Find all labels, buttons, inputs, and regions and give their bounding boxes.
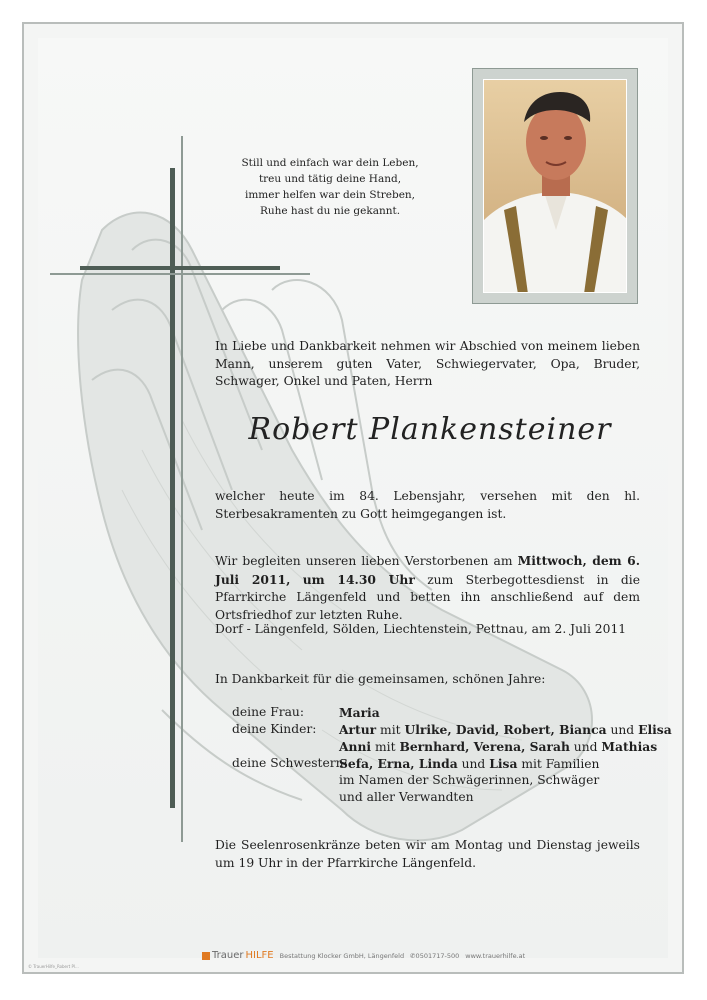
relative-segment: Ulrike, David, Robert, Bianca [404, 722, 607, 737]
logo-trauer: Trauer [212, 950, 244, 961]
relative-segment: Elisa [638, 722, 672, 737]
gratitude-text: In Dankbarkeit für die gemeinsamen, schönen Jahre: [215, 672, 546, 686]
trauerhilfe-logo [202, 950, 274, 961]
relative-segment: Mathias [601, 739, 658, 754]
relative-segment: Lisa [489, 756, 518, 771]
footer [202, 950, 525, 961]
children-label: deine Kinder: [232, 722, 317, 736]
poem-line: immer helfen war dein Streben, [244, 189, 416, 201]
portrait-frame [472, 68, 638, 304]
portrait-photo [483, 79, 627, 293]
logo-hilfe: HILFE [245, 950, 274, 961]
wife-name: Maria [339, 705, 380, 720]
funeral-text-part: zum Sterbegottesdienst in die Pfarrkirche Längenfeld und betten ihn anschließend auf dem Ortsfriedhof zur letzten Ruhe. [215, 572, 640, 622]
death-text: welcher heute im 84. Lebensjahr, versehen mit den hl. Sterbesakramenten zu Gott heimgegangen ist. [215, 489, 640, 521]
relative-segment: und [606, 723, 639, 737]
sisters-line [339, 755, 599, 773]
place-date: Dorf - Längenfeld, Sölden, Liechtenstein, Pettnau, am 2. Juli 2011 [215, 622, 627, 636]
relative-segment: Anni [339, 739, 372, 754]
relative-segment: und [457, 757, 490, 771]
image-credit: © TrauerHilfe_Robert Pl... [28, 964, 79, 969]
wife-label: deine Frau: [232, 705, 304, 719]
poem-line: Ruhe hast du nie gekannt. [259, 205, 401, 217]
poem-line: Still und einfach war dein Leben, [241, 157, 419, 169]
relative-segment: mit [376, 723, 405, 737]
sisters-label: deine Schwestern: [232, 756, 348, 770]
rosary-text: Die Seelenrosenkränze beten wir am Montag und Dienstag jeweils um 19 Uhr in der Pfarrkirche Längenfeld. [215, 838, 640, 870]
children-line-2 [339, 738, 657, 756]
footer-phone: ✆0501717-500 [410, 951, 460, 960]
relative-segment: Bernhard, Verena, Sarah [399, 739, 570, 754]
children-line-1 [339, 721, 672, 739]
logo-mark-icon [202, 952, 210, 960]
relative-segment: und [569, 740, 602, 754]
cross-horizontal-thick [80, 266, 280, 270]
relative-segment: mit [371, 740, 400, 754]
deceased-name: Robert Plankensteiner [248, 412, 612, 447]
intro-text: In Liebe und Dankbarkeit nehmen wir Abschied von meinem lieben Mann, unserem guten Vater, Schwiegervater, Opa, Bruder, Schwager, Onkel und Paten, Herrn [215, 339, 640, 389]
relative-segment: Sefa, Erna, Linda [339, 756, 458, 771]
cross-vertical-thick [170, 168, 175, 808]
all-relatives-line: und aller Verwandten [339, 790, 474, 804]
cross-horizontal-thin [50, 273, 310, 275]
funeral-text [215, 552, 640, 624]
poem-line: treu und tätig deine Hand, [258, 173, 402, 185]
footer-company: Bestattung Klocker GmbH, Längenfeld [279, 951, 405, 960]
relative-segment: mit Familien [517, 757, 600, 771]
funeral-text-part: Wir begleiten unseren lieben Verstorbenen am [215, 554, 518, 568]
in-law-line: im Namen der Schwägerinnen, Schwäger [339, 773, 600, 787]
footer-website[interactable]: www.trauerhilfe.at [465, 951, 526, 960]
poem [230, 155, 430, 219]
relative-segment: Artur [339, 722, 377, 737]
cross-vertical-thin [181, 136, 183, 842]
funeral-time: um 14.30 Uhr [302, 571, 415, 587]
funeral-date: Mittwoch, dem 6. Juli 2011, [215, 553, 640, 587]
